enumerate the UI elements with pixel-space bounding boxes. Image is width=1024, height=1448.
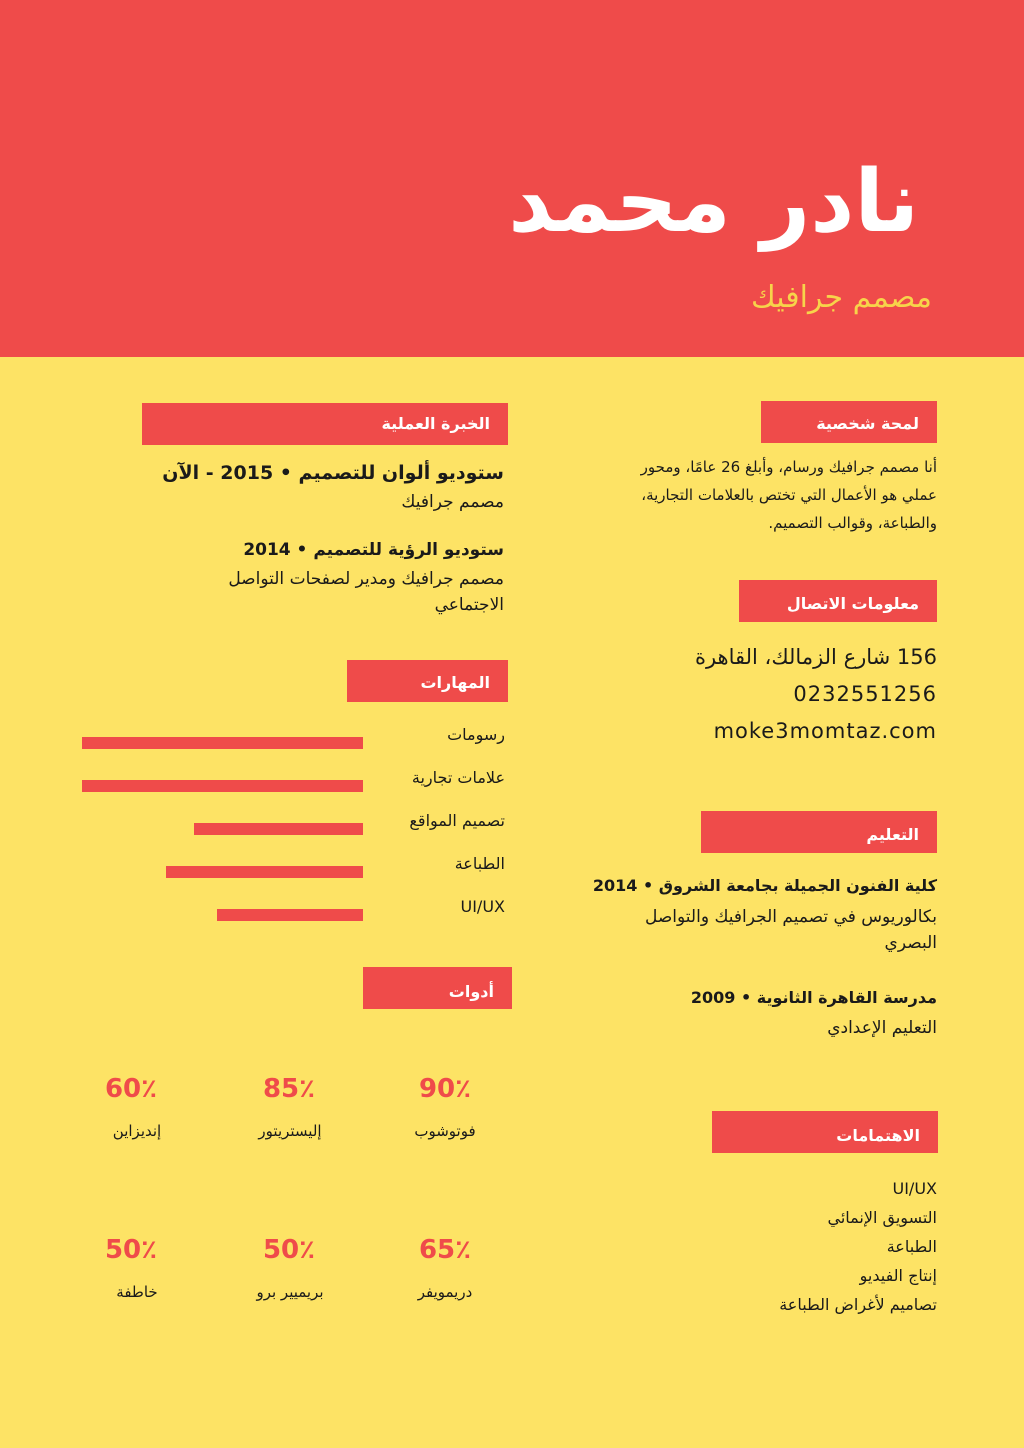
person-role: مصمم جرافيك — [750, 280, 932, 315]
skill-name: رسومات — [447, 725, 505, 744]
person-name: نادر محمد — [508, 152, 919, 252]
education-label: التعليم — [701, 811, 937, 853]
education-2-title: مدرسة القاهرة الثانوية • 2009 — [690, 988, 937, 1007]
skills-label: المهارات — [347, 660, 508, 702]
tool-4-name: دريمويفر — [417, 1283, 473, 1301]
tool-1-percent: 90٪ — [418, 1074, 472, 1104]
tool-3-percent: 60٪ — [104, 1074, 158, 1104]
about-label: لمحة شخصية — [761, 401, 937, 443]
interest-1: UI/UX — [892, 1179, 937, 1198]
skill-level-bar — [82, 737, 363, 749]
job-2-role-line2: الاجتماعي — [434, 595, 504, 615]
tool-6-name: خاطفة — [116, 1283, 158, 1301]
education-1-line2: البصري — [884, 933, 937, 953]
contact-address: 156 شارع الزمالك، القاهرة — [694, 645, 937, 669]
contact-label: معلومات الاتصال — [739, 580, 937, 622]
tool-3-name: إنديزاين — [112, 1122, 162, 1140]
education-1-title: كلية الفنون الجميلة بجامعة الشروق • 2014 — [592, 876, 937, 895]
tool-5-name: بريميير برو — [256, 1283, 324, 1301]
skill-name: UI/UX — [460, 897, 505, 916]
about-line-2: عملي هو الأعمال التي تختص بالعلامات التجارية، — [641, 486, 937, 504]
job-2-role-line1: مصمم جرافيك ومدير لصفحات التواصل — [228, 569, 504, 589]
tool-1-name: فوتوشوب — [414, 1122, 476, 1140]
skill-level-bar — [82, 780, 363, 792]
interest-4: إنتاج الفيديو — [859, 1266, 937, 1285]
tool-2-percent: 85٪ — [262, 1074, 316, 1104]
interests-label: الاهتمامات — [712, 1111, 938, 1153]
contact-phone: 0232551256 — [793, 682, 937, 706]
skill-name: تصميم المواقع — [409, 811, 505, 830]
tools-label: أدوات — [363, 967, 512, 1009]
about-line-1: أنا مصمم جرافيك ورسام، وأبلغ 26 عامًا، ومحور — [640, 458, 937, 476]
job-1-title: ستوديو ألوان للتصميم • 2015 - الآن — [162, 462, 504, 484]
tool-6-percent: 50٪ — [104, 1235, 158, 1265]
education-1-line1: بكالوريوس في تصميم الجرافيك والتواصل — [644, 907, 937, 927]
job-2-title: ستوديو الرؤية للتصميم • 2014 — [243, 540, 504, 560]
contact-website: moke3momtaz.com — [713, 719, 937, 743]
tool-5-percent: 50٪ — [262, 1235, 316, 1265]
interest-5: تصاميم لأغراض الطباعة — [779, 1295, 937, 1314]
experience-label: الخبرة العملية — [142, 403, 508, 445]
about-line-3: والطباعة، وقوالب التصميم. — [768, 514, 937, 532]
skill-name: الطباعة — [454, 854, 505, 873]
interest-2: التسويق الإنمائي — [827, 1208, 937, 1227]
interest-3: الطباعة — [886, 1237, 937, 1256]
tool-4-percent: 65٪ — [418, 1235, 472, 1265]
skill-name: علامات تجارية — [411, 768, 505, 787]
tool-2-name: إليستريتور — [258, 1122, 322, 1140]
skill-level-bar — [194, 823, 363, 835]
job-1-role: مصمم جرافيك — [401, 492, 504, 512]
skill-level-bar — [217, 909, 363, 921]
skill-level-bar — [166, 866, 363, 878]
education-2-line1: التعليم الإعدادي — [827, 1018, 937, 1038]
